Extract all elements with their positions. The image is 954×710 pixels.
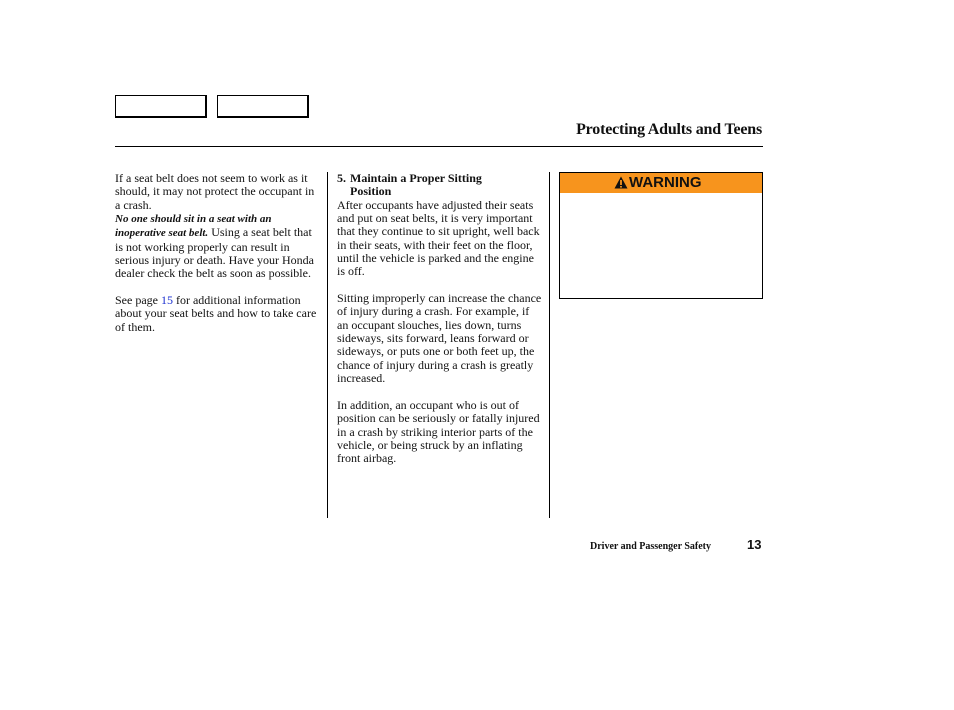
nav-button-table-of-contents[interactable] bbox=[217, 95, 309, 118]
paragraph-out-of-position: In addition, an occupant who is out of position can be seriously or fatally injured in a crash by striking interior parts of the vehicle, or being struck by an inflating front airbag. bbox=[337, 397, 540, 466]
warning-header bbox=[560, 173, 762, 193]
page-title: Protecting Adults and Teens bbox=[576, 121, 762, 138]
step-number: 5. bbox=[337, 171, 346, 185]
step-heading-line2: Position bbox=[350, 184, 392, 199]
inoperative-belt-body-text: Using a seat belt that is not working properly can result in serious injury or death. Have your Honda dealer check the belt as soon as possible. bbox=[115, 225, 314, 281]
step-heading bbox=[337, 172, 543, 199]
page-number: 13 bbox=[747, 537, 762, 552]
paragraph-sitting-improperly: Sitting improperly can increase the chance of injury during a crash. For example, if an occupant slouches, lies down, turns sideways, sits forward, leans forward or sideways, or puts one or both feet up, the chance of injury during a crash is greatly increased. bbox=[337, 291, 542, 386]
paragraph-inoperative-belt bbox=[115, 212, 319, 281]
footer-section-title: Driver and Passenger Safety bbox=[590, 541, 712, 552]
paragraph-seat-belt-malfunction: If a seat belt does not seem to work as it should, it may not protect the occupant in a crash. bbox=[115, 171, 315, 212]
inoperative-belt-warning-text: No one should sit in a seat with an inoperative seat belt. bbox=[115, 213, 272, 240]
paragraph-see-page bbox=[115, 294, 319, 334]
warning-label: WARNING bbox=[629, 174, 702, 191]
paragraph-sit-upright: After occupants have adjusted their seats and put on seat belts, it is very important that they continue to sit upright, well back in their seats, with their feet on the floor, until the vehicle is parked and the engine is off. bbox=[337, 197, 540, 279]
left-column bbox=[115, 172, 319, 347]
page-link[interactable]: 15 bbox=[160, 293, 173, 308]
column-divider bbox=[327, 172, 328, 518]
nav-button-main-menu[interactable] bbox=[115, 95, 207, 118]
title-divider bbox=[115, 146, 763, 147]
see-page-suffix: for additional information about your seat belts and how to take care of them. bbox=[115, 293, 317, 334]
column-divider bbox=[549, 172, 550, 518]
see-page-prefix: See page bbox=[115, 293, 161, 308]
step-heading-line1: Maintain a Proper Sitting bbox=[350, 171, 482, 185]
middle-column bbox=[337, 172, 543, 479]
warning-triangle-icon bbox=[614, 176, 628, 189]
warning-box bbox=[559, 172, 763, 299]
